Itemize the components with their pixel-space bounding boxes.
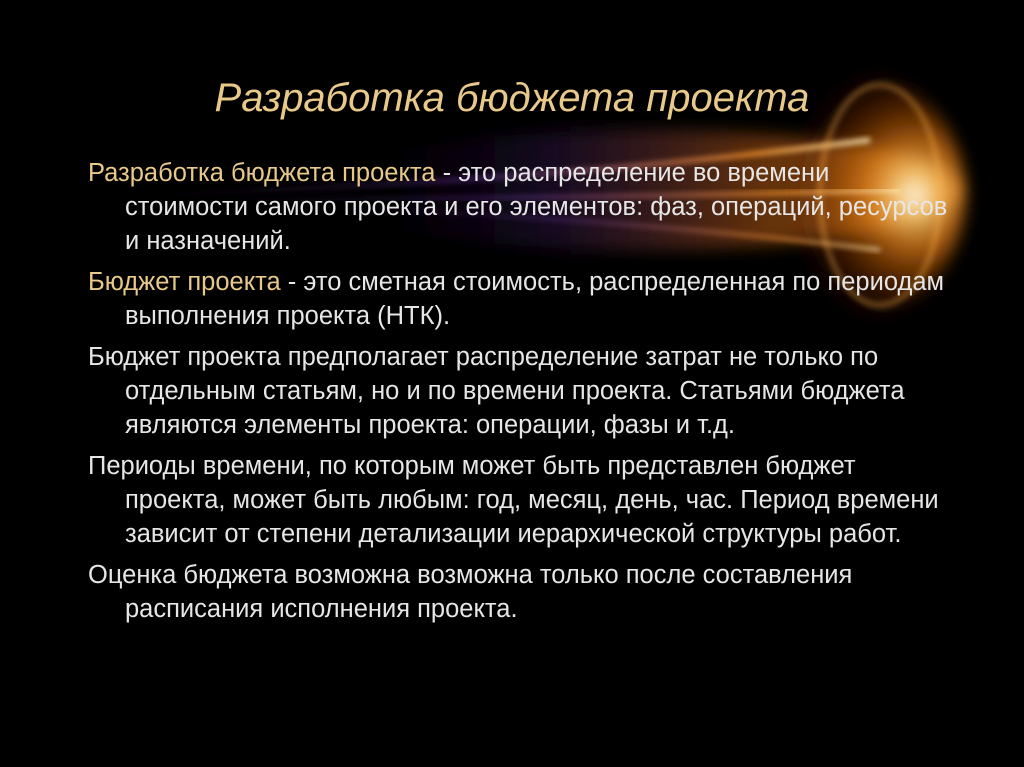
paragraph-1-text: - это распределение во времени стоимости самого проекта и его элементов: фаз, операций, ресурсов и назначений. [125, 159, 948, 255]
paragraph-4 [88, 449, 958, 551]
paragraph-4-text: Периоды времени, по которым может быть представлен бюджет проекта, может быть любым: год, месяц, день, час. Период времени зависит от степени детализации иерархической структуры работ. [88, 452, 939, 548]
paragraph-5-text: Оценка бюджета возможна возможна только после составления расписания исполнения проекта. [88, 561, 853, 623]
paragraph-2 [88, 265, 958, 333]
paragraph-3-text: Бюджет проекта предполагает распределение затрат не только по отдельным статьям, но и по времени проекта. Статьями бюджета являются элементы проекта: операции, фазы и т.д. [88, 343, 905, 439]
paragraph-2-term: Бюджет проекта [88, 268, 281, 296]
paragraph-3 [88, 340, 958, 442]
paragraph-2-text: - это сметная стоимость, распределенная по периодам выполнения проекта (НТК). [125, 268, 945, 330]
content-list [88, 156, 958, 633]
paragraph-1-term: Разработка бюджета проекта [88, 159, 436, 187]
paragraph-5 [88, 558, 958, 626]
slide-title: Разработка бюджета проекта [214, 76, 810, 120]
paragraph-1 [88, 156, 958, 258]
